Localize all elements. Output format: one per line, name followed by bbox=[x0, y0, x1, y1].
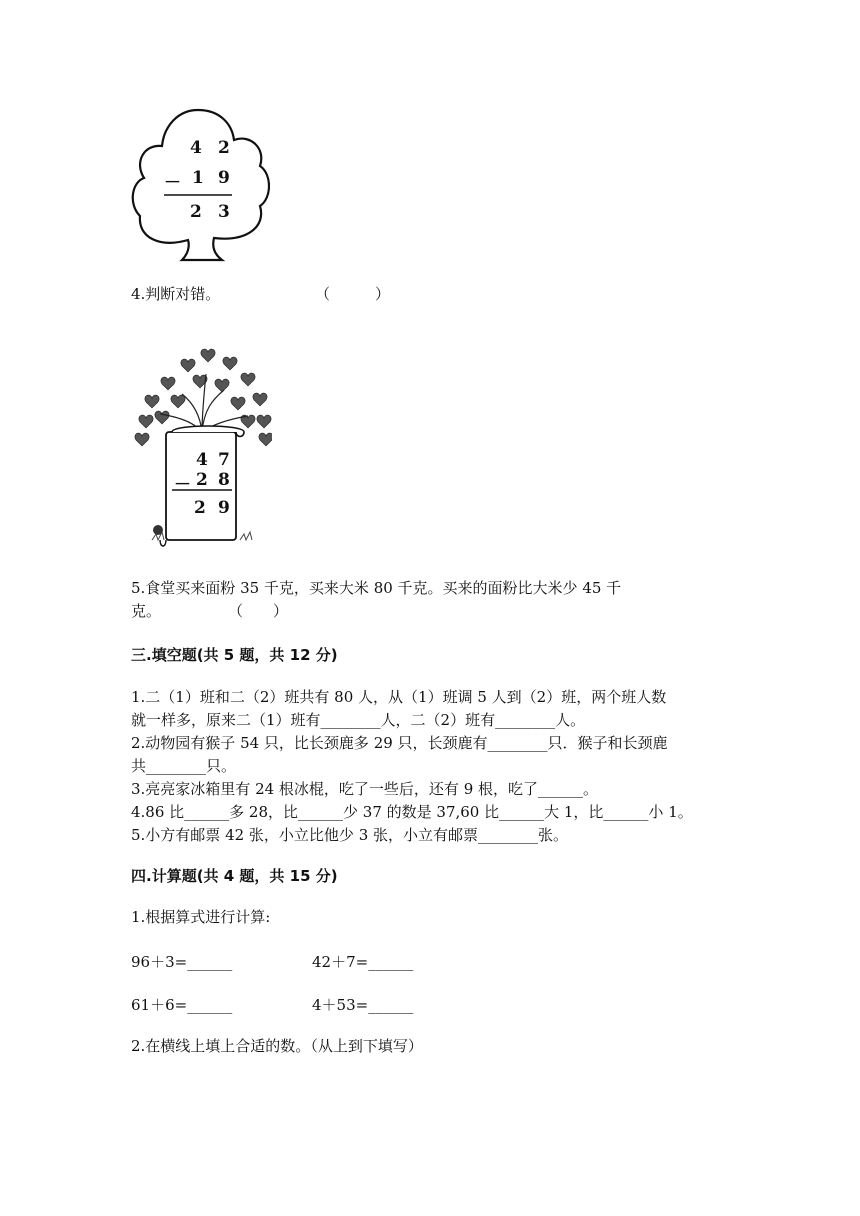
question-line: 3.亮亮家冰箱里有 24 根冰棍，吃了一些后，还有 9 根，吃了______。 bbox=[131, 780, 599, 798]
calc-item: 96＋3=______ bbox=[131, 953, 233, 971]
heart-tree-icon bbox=[132, 344, 272, 550]
minuend-digit: 4 bbox=[190, 138, 202, 158]
section-title: 三.填空题(共 5 题，共 12 分) bbox=[131, 646, 338, 664]
question-line: 2.在横线上填上合适的数。（从上到下填写） bbox=[131, 1037, 423, 1055]
minuend-digit: 4 bbox=[196, 450, 208, 470]
section-title: 四.计算题(共 4 题，共 15 分) bbox=[131, 867, 338, 885]
question-line: 4.86 比______多 28，比______少 37 的数是 37,60 比______大 1，比______小 1。 bbox=[131, 803, 693, 821]
result-digit: 2 bbox=[194, 498, 206, 518]
q5-line-2: 克。 bbox=[131, 602, 162, 620]
q5-line-1: 5.食堂买来面粉 35 千克，买来大米 80 千克。买来的面粉比大米少 45 千 bbox=[131, 579, 622, 597]
result-digit: 9 bbox=[218, 498, 230, 518]
answer-parentheses: （ ） bbox=[315, 285, 391, 303]
tree-figure-1 bbox=[130, 100, 270, 262]
subtrahend-digit: 1 bbox=[192, 168, 204, 188]
question-line: 就一样多，原来二（1）班有________人，二（2）班有________人。 bbox=[131, 711, 586, 729]
tree-figure-2 bbox=[132, 344, 272, 550]
question-line: 共________只。 bbox=[131, 757, 237, 775]
answer-parentheses: （ ） bbox=[228, 602, 289, 620]
subtrahend-digit: 9 bbox=[218, 168, 230, 188]
subtrahend-digit: 2 bbox=[196, 470, 208, 490]
minus-sign: － bbox=[174, 475, 191, 495]
calc-item: 42＋7=______ bbox=[312, 953, 414, 971]
question-line: 5.小方有邮票 42 张，小立比他少 3 张，小立有邮票________张。 bbox=[131, 826, 569, 844]
question-line: 2.动物园有猴子 54 只，比长颈鹿多 29 只，长颈鹿有________只．猴子和长颈鹿 bbox=[131, 734, 668, 752]
calc-item: 61＋6=______ bbox=[131, 996, 233, 1014]
result-digit: 3 bbox=[218, 202, 230, 222]
question-line: 1.二（1）班和二（2）班共有 80 人，从（1）班调 5 人到（2）班，两个班人数 bbox=[131, 688, 667, 706]
calc-item: 4＋53=______ bbox=[312, 996, 414, 1014]
minuend-digit: 2 bbox=[218, 138, 230, 158]
subtrahend-digit: 8 bbox=[218, 470, 230, 490]
q4-prompt: 4.判断对错。 bbox=[131, 285, 221, 303]
question-line: 1.根据算式进行计算: bbox=[131, 908, 271, 926]
result-digit: 2 bbox=[190, 202, 202, 222]
minus-sign: － bbox=[164, 173, 181, 193]
minuend-digit: 7 bbox=[218, 450, 230, 470]
